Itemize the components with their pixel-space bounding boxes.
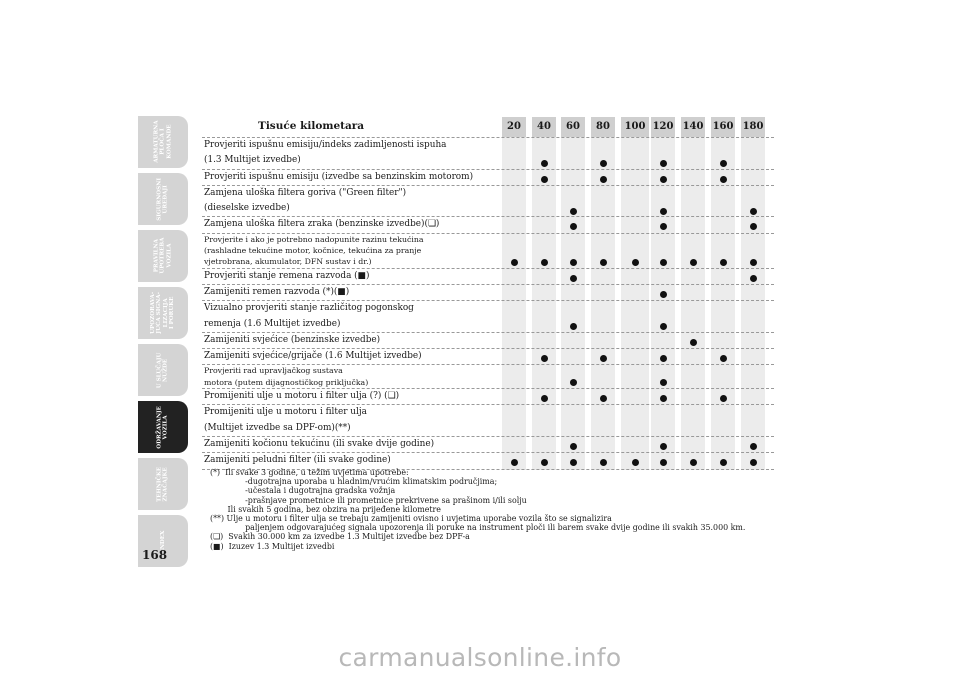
service-mark-dot <box>660 395 667 402</box>
table-row <box>202 300 774 332</box>
table-row <box>202 404 774 436</box>
row-label: Zamijeniti svjećice/grijače (1.6 Multijet izvedbe) <box>204 351 422 362</box>
footnote-line: (■) Izuzev 1.3 Multijet izvedbi <box>210 541 335 551</box>
row-label: Provjeriti rad upravljačkog sustava motora (putem dijagnostičkog priključka) <box>204 366 369 387</box>
service-mark-dot <box>690 339 697 346</box>
table-row <box>202 169 774 185</box>
service-mark-dot <box>660 223 667 230</box>
row-label: Zamijeniti kočionu tekućinu (ili svake dvije godine) <box>204 438 435 449</box>
table-row <box>202 137 774 169</box>
km-column-header: 120 <box>651 117 675 137</box>
footnote-line: (*) Ili svake 3 godine, u težim uvjetima upotrebe: <box>210 468 409 477</box>
table-row <box>202 436 774 452</box>
service-mark-dot <box>660 323 667 330</box>
service-mark-dot <box>720 459 727 466</box>
row-label: Provjeriti ispušnu emisiju (izvedbe sa benzinskim motorom) <box>204 171 474 182</box>
service-mark-dot <box>570 223 577 230</box>
table-rows <box>202 137 774 470</box>
sidebar-tab-label: TEHNIČKE ZNAČAJKE <box>156 466 169 502</box>
service-mark-dot <box>600 176 607 183</box>
service-mark-dot <box>632 259 639 266</box>
service-mark-dot <box>660 379 667 386</box>
service-mark-dot <box>750 275 757 282</box>
service-mark-dot <box>632 459 639 466</box>
service-mark-dot <box>660 160 667 167</box>
service-mark-dot <box>690 459 697 466</box>
footnote-line: (**) Ulje u motoru i filter ulja se trebaju zamijeniti ovisno i uvjetima uporabe vozila što se signalizira <box>210 514 612 524</box>
row-label: Promijeniti ulje u motoru i filter ulja (?) (❏) <box>204 391 400 402</box>
km-column-header: 160 <box>711 117 735 137</box>
service-mark-dot <box>570 323 577 330</box>
service-mark-dot <box>660 443 667 450</box>
table-row <box>202 364 774 388</box>
footnote-line: paljenjem odgovarajućeg signala upozorenja ili poruke na instrument ploči ili barem svake dvije godine ili svakih 35.000 km. <box>210 523 746 533</box>
table-row <box>202 332 774 348</box>
km-column-header: 60 <box>561 117 585 137</box>
service-mark-dot <box>720 395 727 402</box>
footnote-line: -učestala i dugotrajna gradska vožnja <box>210 486 396 496</box>
service-mark-dot <box>720 259 727 266</box>
service-mark-dot <box>750 208 757 215</box>
service-mark-dot <box>750 259 757 266</box>
km-column-header: 140 <box>681 117 705 137</box>
table-row <box>202 233 774 268</box>
sidebar-tab-5[interactable] <box>138 401 188 453</box>
service-mark-dot <box>541 355 548 362</box>
sidebar-tab-2[interactable] <box>138 230 188 282</box>
km-column-header: 40 <box>532 117 556 137</box>
row-label: Zamjena uloška filtera goriva ("Green filter") (dieselske izvedbe) <box>204 187 407 214</box>
service-mark-dot <box>750 459 757 466</box>
km-column-header: 80 <box>591 117 615 137</box>
table-row <box>202 452 774 469</box>
sidebar-tab-label: INDEX <box>159 530 166 552</box>
service-mark-dot <box>570 208 577 215</box>
service-mark-dot <box>660 459 667 466</box>
service-mark-dot <box>690 259 697 266</box>
row-label: Provjerite i ako je potrebno nadopunite razinu tekućina (rashladne tekućine motor, kočnice, tekućina za pranje vjetrobrana, akumulator, DFN sustav i dr.) <box>204 234 424 267</box>
sidebar-tab-6[interactable] <box>138 458 188 510</box>
service-mark-dot <box>511 259 518 266</box>
service-mark-dot <box>660 259 667 266</box>
service-mark-dot <box>541 160 548 167</box>
row-label: Zamijeniti svjećice (benzinske izvedbe) <box>204 334 381 345</box>
service-mark-dot <box>660 355 667 362</box>
table-title: Tisuće kilometara <box>258 120 365 132</box>
page-number: 168 <box>142 548 168 562</box>
sidebar-tab-label: U SLUČAJU NUŽDE <box>156 352 169 388</box>
row-label: Provjeriti ispušnu emisiju/indeks zadimljenosti ispuha (1.3 Multijet izvedbe) <box>204 140 447 166</box>
table-row <box>202 268 774 284</box>
service-mark-dot <box>570 379 577 386</box>
km-column-header: 180 <box>741 117 765 137</box>
sidebar-tab-label: PRAVILNA UPOTREBA VOZILA <box>153 237 173 275</box>
km-column-header: 100 <box>621 117 649 137</box>
row-label: Zamjena uloška filtera zraka (benzinske izvedbe)(❏) <box>204 219 440 230</box>
service-mark-dot <box>750 443 757 450</box>
row-label: Zamijeniti remen razvoda (*)(■) <box>204 286 350 297</box>
maintenance-table <box>202 117 774 470</box>
sidebar-tab-3[interactable] <box>138 287 188 339</box>
row-label: Provjeriti stanje remena razvoda (■) <box>204 270 370 281</box>
service-mark-dot <box>600 160 607 167</box>
service-mark-dot <box>720 160 727 167</box>
sidebar-tab-label: SIGURNOSNI UREĐAJI <box>156 177 169 221</box>
service-mark-dot <box>600 395 607 402</box>
sidebar-tab-label: UPOZORAVA- JUĆA SIGNA- LIZACIJA I PORUKE <box>150 291 176 335</box>
service-mark-dot <box>541 176 548 183</box>
service-mark-dot <box>750 223 757 230</box>
footnote-line: (❏) Svakih 30.000 km za izvedbe 1.3 Multijet izvedbe bez DPF-a <box>210 532 470 542</box>
footnotes <box>210 468 810 551</box>
service-mark-dot <box>600 459 607 466</box>
sidebar-tab-label: ARMATURNA PLOČA I KOMANDE <box>153 120 173 164</box>
service-mark-dot <box>720 176 727 183</box>
footnote-line: Ili svakih 5 godina, bez obzira na prijeđene kilometre <box>210 504 441 514</box>
service-mark-dot <box>600 259 607 266</box>
service-mark-dot <box>570 259 577 266</box>
sidebar-tab-0[interactable] <box>138 116 188 168</box>
service-mark-dot <box>570 459 577 466</box>
service-mark-dot <box>660 291 667 298</box>
service-mark-dot <box>541 395 548 402</box>
table-row <box>202 284 774 300</box>
row-label: Zamijeniti peludni filter (ili svake godine) <box>204 455 391 466</box>
sidebar-tab-label: ODRŽAVANJE VOZILA <box>156 405 169 449</box>
table-header <box>202 117 774 137</box>
service-mark-dot <box>511 459 518 466</box>
service-mark-dot <box>570 443 577 450</box>
sidebar-tab-1[interactable] <box>138 173 188 225</box>
table-row <box>202 388 774 404</box>
table-row <box>202 348 774 364</box>
service-mark-dot <box>660 176 667 183</box>
km-column-header: 20 <box>502 117 526 137</box>
service-mark-dot <box>541 259 548 266</box>
footnote-line: -prašnjave prometnice ili prometnice prekrivene sa prašinom i/ili solju <box>210 495 527 505</box>
service-mark-dot <box>600 355 607 362</box>
service-mark-dot <box>720 355 727 362</box>
sidebar-tab-4[interactable] <box>138 344 188 396</box>
watermark: carmanualsonline.info <box>338 643 622 672</box>
row-label: Vizualno provjeriti stanje različitog pogonskog remenja (1.6 Multijet izvedbe) <box>204 303 414 329</box>
table-row <box>202 185 774 217</box>
footnote-line: -dugotrajna uporaba u hladnim/vrućim klimatskim područjima; <box>210 477 498 487</box>
service-mark-dot <box>660 208 667 215</box>
table-row <box>202 216 774 232</box>
service-mark-dot <box>541 459 548 466</box>
service-mark-dot <box>570 275 577 282</box>
row-label: Promijeniti ulje u motoru i filter ulja (Multijet izvedbe sa DPF-om)(**) <box>204 407 367 433</box>
